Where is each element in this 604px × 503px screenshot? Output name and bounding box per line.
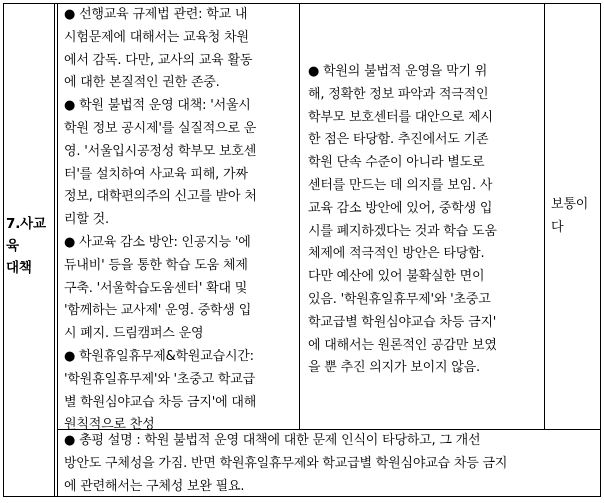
evaluation-line: 교육 감소 방안에 있어, 중학생 입 xyxy=(308,200,493,216)
summary-line: 방안도 구체성을 가짐. 반면 학원휴일휴무제와 학교급별 학원심야교습 차등 금지 xyxy=(64,455,508,471)
divider-category xyxy=(54,3,55,497)
plan-line: 듀내비' 등을 통한 학습 도움 체제 xyxy=(64,257,248,273)
evaluation-line: 해, 정확한 정보 파악과 적극적인 xyxy=(308,86,489,102)
evaluation-line: 학부모 보호센터를 대안으로 제시 xyxy=(308,109,493,125)
divider-plan xyxy=(299,3,300,429)
evaluation-line: 있음. '학원휴일휴무제'와 '초중고 xyxy=(308,291,491,307)
summary-line: 에 관련해서는 구체성 보완 필요. xyxy=(64,478,245,494)
category-line: 육 xyxy=(6,238,19,254)
evaluation-line: 학원 단속 수준이 아니라 별도로 xyxy=(308,155,485,171)
plan-line: 별 학원심야교습 차등 금지'에 대해 xyxy=(64,394,257,410)
plan-line: ● 학원휴일휴무제&학원교습시간: xyxy=(64,348,254,364)
plan-line: 영. '서울입시공정성 학부모 보호센 xyxy=(64,143,257,159)
evaluation-line: 한 점은 타당함. 추진에서도 기존 xyxy=(308,132,489,148)
plan-line: ● 선행교육 규제법 관련: 학교 내 xyxy=(64,7,248,22)
plan-line: 리할 것. xyxy=(64,212,109,228)
plan-line: 시 폐지. 드림캠퍼스 운영 xyxy=(64,326,204,342)
evaluation-line: 시를 폐지하겠다는 것과 학습 도움 xyxy=(308,223,497,239)
rating-line: 다 xyxy=(551,219,564,235)
category-line: 7.사교 xyxy=(6,216,46,232)
rating-line: 보통이 xyxy=(551,197,589,212)
border-left xyxy=(3,3,4,497)
plan-line: ● 사교육 감소 방안: 인공지능 '에 xyxy=(64,234,251,250)
plan-line: ● 학원 불법적 운영 대책: '서울시 xyxy=(64,98,251,114)
category-cell xyxy=(6,213,54,279)
divider-evaluation xyxy=(544,3,545,429)
plan-line: 시험문제에 대해서는 교육청 차원 xyxy=(64,29,249,45)
plan-line: 학원 정보 공시제'를 실질적으로 운 xyxy=(64,120,257,136)
evaluation-line: 센터를 만드는 데 의지를 보임. 사 xyxy=(308,177,493,193)
evaluation-line: 을 뿐 추진 의지가 보이지 않음. xyxy=(308,360,480,376)
summary-cell xyxy=(64,430,600,498)
plan-line: 정보, 대학편의주의 신고를 받아 처 xyxy=(64,189,257,205)
plan-line: '학원휴일휴무제'와 '초중고 학교급 xyxy=(64,371,255,387)
plan-line: 에 대한 본질적인 권한 존중. xyxy=(64,75,220,91)
plan-line: 터'를 설치하여 사교육 피해, 가짜 xyxy=(64,166,248,182)
border-right xyxy=(600,3,601,497)
plan-line: '함께하는 교사제' 운영. 중학생 입 xyxy=(64,303,252,319)
plan-line: 원칙적으로 찬성 xyxy=(64,417,155,433)
divider-plan-left xyxy=(57,3,58,497)
category-line: 대책 xyxy=(6,260,32,276)
evaluation-cell xyxy=(308,61,544,380)
evaluation-line: 체제에 적극적인 방안은 타당함. xyxy=(308,246,485,262)
evaluation-line: 다만 예산에 있어 불확실한 면이 xyxy=(308,269,485,285)
evaluation-line: ● 학원의 불법적 운영을 막기 위 xyxy=(308,64,488,79)
evaluation-line: 에 대해서는 원론적인 공감만 보였 xyxy=(308,337,497,353)
plan-cell xyxy=(64,4,299,437)
summary-line: ● 총평 설명 : 학원 불법적 운영 대책에 대한 문제 인식이 타당하고, 그 개선 xyxy=(64,433,481,448)
evaluation-line: 학교급별 학원심야교습 차등 금지' xyxy=(308,314,497,330)
plan-line: 구축. '서울학습도움센터' 확대 및 xyxy=(64,280,248,296)
plan-line: 에서 감독. 다만, 교사의 교육 활동 xyxy=(64,52,253,68)
rating-cell xyxy=(551,194,599,240)
